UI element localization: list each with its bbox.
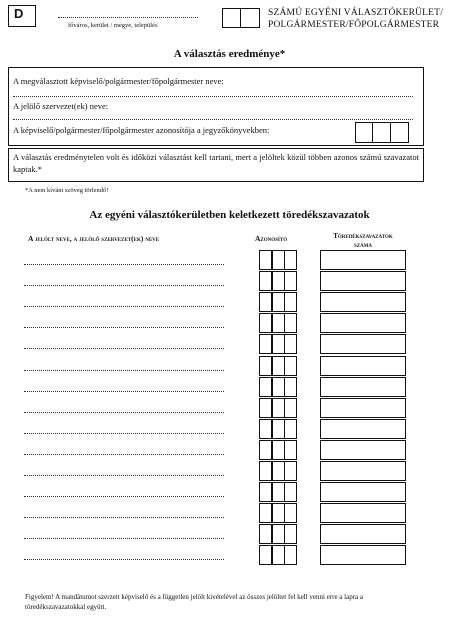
fractional-votes-box[interactable]: [320, 356, 406, 376]
id-digit-box[interactable]: [259, 545, 272, 565]
candidate-row: [0, 313, 459, 333]
id-digit-box[interactable]: [259, 292, 272, 312]
id-digit-box[interactable]: [284, 503, 297, 523]
candidate-name-dotline[interactable]: [24, 391, 224, 392]
id-digit-box[interactable]: [272, 545, 285, 565]
district-title-line2: POLGÁRMESTER/FŐPOLGÁRMESTER: [268, 20, 440, 30]
id-digit-box[interactable]: [259, 419, 272, 439]
candidate-name-dotline[interactable]: [24, 559, 224, 560]
id-digit-box[interactable]: [272, 503, 285, 523]
elected-name-label: A megválasztott képviselő/polgármester/főpolgármester neve:: [13, 76, 224, 86]
candidate-name-dotline[interactable]: [24, 285, 224, 286]
id-digit-box[interactable]: [272, 334, 285, 354]
fractional-votes-box[interactable]: [320, 461, 406, 481]
id-digit-box[interactable]: [259, 250, 272, 270]
candidate-id-boxes[interactable]: [259, 524, 297, 544]
candidate-name-dotline[interactable]: [24, 454, 224, 455]
id-digit-box[interactable]: [284, 271, 297, 291]
id-digit-box[interactable]: [272, 356, 285, 376]
result-title: A választás eredménye*: [173, 48, 286, 60]
candidate-row: [0, 356, 459, 376]
id-digit-box[interactable]: [259, 313, 272, 333]
id-digit-box[interactable]: [272, 419, 285, 439]
candidate-id-boxes[interactable]: [259, 461, 297, 481]
id-digit-box[interactable]: [284, 356, 297, 376]
id-digit-box[interactable]: [272, 292, 285, 312]
id-digit-box[interactable]: [284, 419, 297, 439]
id-digit-box[interactable]: [272, 440, 285, 460]
candidate-id-boxes[interactable]: [259, 440, 297, 460]
candidate-name-dotline[interactable]: [24, 348, 224, 349]
place-caption: főváros, kerület / megye, település: [68, 22, 158, 29]
id-digit-box[interactable]: [259, 377, 272, 397]
id-digit-box[interactable]: [259, 461, 272, 481]
candidate-row: [0, 250, 459, 270]
id-digit-box[interactable]: [272, 482, 285, 502]
candidate-row: [0, 545, 459, 565]
fractional-votes-box[interactable]: [320, 545, 406, 565]
fractional-votes-box[interactable]: [320, 313, 406, 333]
id-digit-box[interactable]: [272, 250, 285, 270]
candidate-id-boxes[interactable]: [259, 356, 297, 376]
col-votes-line1: Töredékszavazatok: [333, 232, 393, 240]
col-candidate: A jelölt neve, a jelölő szervezet(ek) neve: [28, 234, 160, 243]
id-digit-box[interactable]: [272, 398, 285, 418]
candidate-row: [0, 334, 459, 354]
id-digit-box[interactable]: [259, 503, 272, 523]
candidate-id-boxes[interactable]: [259, 292, 297, 312]
id-digit-box[interactable]: [284, 292, 297, 312]
fractional-title: Az egyéni választókerületben keletkezett töredékszavazatok: [89, 209, 370, 221]
id-label: A képviselő/polgármester/főpolgármester azonosítója a jegyzőkönyvekben:: [13, 125, 270, 135]
candidate-name-dotline[interactable]: [24, 370, 224, 371]
candidate-row: [0, 398, 459, 418]
fractional-votes-box[interactable]: [320, 503, 406, 523]
fractional-votes-box[interactable]: [320, 250, 406, 270]
fractional-votes-box[interactable]: [320, 334, 406, 354]
candidate-id-boxes[interactable]: [259, 503, 297, 523]
form-code: D: [14, 6, 24, 21]
candidate-id-boxes[interactable]: [259, 250, 297, 270]
candidate-id-boxes[interactable]: [259, 377, 297, 397]
candidate-id-boxes[interactable]: [259, 334, 297, 354]
id-digit-box[interactable]: [272, 271, 285, 291]
candidate-name-dotline[interactable]: [24, 517, 224, 518]
fractional-votes-box[interactable]: [320, 482, 406, 502]
fractional-votes-box[interactable]: [320, 377, 406, 397]
id-digit-box[interactable]: [259, 398, 272, 418]
id-digit-box[interactable]: [259, 271, 272, 291]
candidate-name-dotline[interactable]: [24, 264, 224, 265]
id-digit-box[interactable]: [259, 334, 272, 354]
candidate-row: [0, 440, 459, 460]
candidate-id-boxes[interactable]: [259, 271, 297, 291]
fractional-votes-box[interactable]: [320, 292, 406, 312]
id-digit-box[interactable]: [259, 524, 272, 544]
candidate-id-boxes[interactable]: [259, 313, 297, 333]
fractional-votes-box[interactable]: [320, 440, 406, 460]
candidate-name-dotline[interactable]: [24, 538, 224, 539]
id-digit-box[interactable]: [259, 356, 272, 376]
id-digit-box[interactable]: [272, 377, 285, 397]
candidate-row: [0, 461, 459, 481]
fractional-votes-box[interactable]: [320, 271, 406, 291]
candidate-row: [0, 482, 459, 502]
id-digit-box[interactable]: [284, 377, 297, 397]
id-digit-box[interactable]: [259, 440, 272, 460]
candidate-name-dotline[interactable]: [24, 412, 224, 413]
candidate-id-boxes[interactable]: [259, 398, 297, 418]
col-id: Azonosító: [255, 234, 288, 243]
candidate-row: [0, 419, 459, 439]
fractional-votes-box[interactable]: [320, 398, 406, 418]
fractional-votes-box[interactable]: [320, 419, 406, 439]
candidate-row: [0, 524, 459, 544]
candidate-name-dotline[interactable]: [24, 433, 224, 434]
id-digit-box[interactable]: [284, 440, 297, 460]
candidate-row: [0, 377, 459, 397]
id-digit-box[interactable]: [284, 545, 297, 565]
id-digit-box[interactable]: [284, 334, 297, 354]
fractional-votes-box[interactable]: [320, 524, 406, 544]
candidate-id-boxes[interactable]: [259, 545, 297, 565]
id-digit-box[interactable]: [284, 398, 297, 418]
notice: Figyelem! A mandátumot szerzett képviselő és a független jelölt kivételével az összes jelöltet fel kell venni erre a lapra a töredékszavazatokkal együtt.: [25, 593, 364, 611]
id-digit-box[interactable]: [284, 313, 297, 333]
id-digit-box[interactable]: [284, 482, 297, 502]
id-digit-box[interactable]: [259, 482, 272, 502]
id-digit-box[interactable]: [284, 250, 297, 270]
candidate-name-dotline[interactable]: [24, 327, 224, 328]
candidate-row: [0, 292, 459, 312]
candidate-id-boxes[interactable]: [259, 482, 297, 502]
id-digit-box[interactable]: [272, 524, 285, 544]
nominating-org-label: A jelölő szervezet(ek) neve:: [13, 101, 109, 111]
id-digit-box[interactable]: [272, 313, 285, 333]
candidate-name-dotline[interactable]: [24, 496, 224, 497]
candidate-row: [0, 503, 459, 523]
footnote: *A nem kívánt szöveg törlendő!: [25, 187, 109, 194]
id-digit-box[interactable]: [272, 461, 285, 481]
district-title-line1: SZÁMÚ EGYÉNI VÁLASZTÓKERÜLET/: [268, 8, 444, 18]
candidate-name-dotline[interactable]: [24, 475, 224, 476]
invalid-text: A választás eredménytelen volt és időközi választást kell tartani, mert a jelöltek közül többen azonos számú szavazatot kaptak.*: [13, 152, 419, 174]
id-digit-box[interactable]: [284, 524, 297, 544]
col-votes-line2: száma: [353, 241, 373, 249]
id-digit-box[interactable]: [284, 461, 297, 481]
candidate-id-boxes[interactable]: [259, 419, 297, 439]
candidate-name-dotline[interactable]: [24, 306, 224, 307]
candidate-row: [0, 271, 459, 291]
